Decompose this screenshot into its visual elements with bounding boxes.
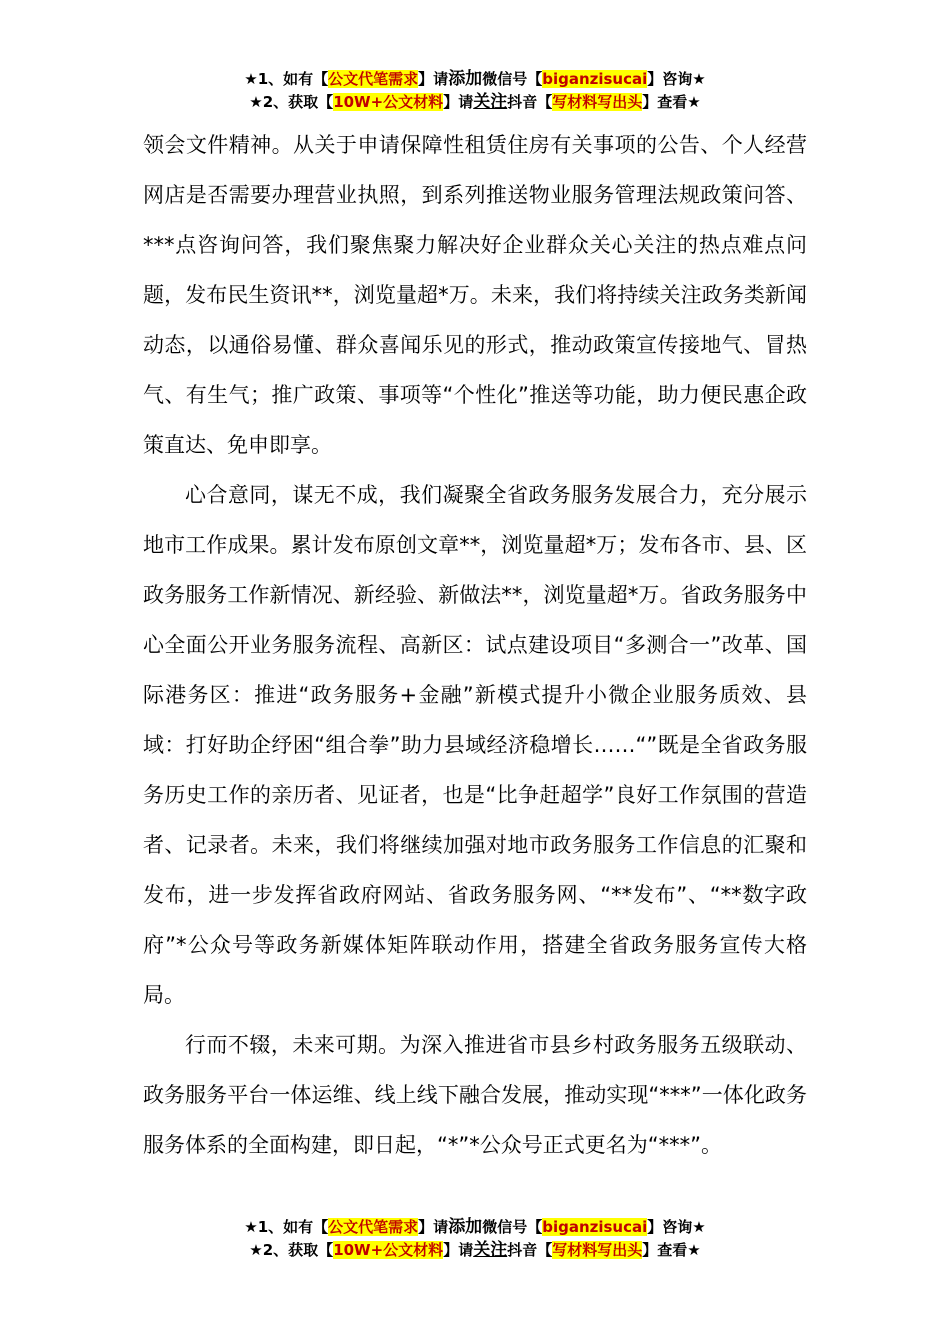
banner-text: 抖音【: [507, 1241, 553, 1259]
banner-line-1: [0, 1216, 950, 1239]
banner-line-1: [0, 68, 950, 91]
banner-wechat-id: biganzisucai: [542, 1218, 648, 1236]
banner-text: 】请: [443, 93, 474, 111]
header-banner: [0, 68, 950, 114]
paragraph-3: 行而不辍，未来可期。为深入推进省市县乡村政务服务五级联动、政务服务平台一体运维、线上线下融合发展，推动实现“***”一体化政务服务体系的全面构建，即日起，“*”*公众号正式更名为“***”。: [143, 1033, 807, 1157]
banner-wechat-id: biganzisucai: [542, 70, 648, 88]
banner-text: ★1、如有【: [244, 1218, 329, 1236]
banner-text: 】请: [418, 70, 449, 88]
banner-text: 】请: [418, 1218, 449, 1236]
banner-text: 】咨询★: [647, 1218, 706, 1236]
banner-text: ★2、获取【: [249, 93, 334, 111]
banner-douyin-id: 写材料写出头: [552, 1241, 643, 1259]
banner-text: 】查看★: [642, 93, 701, 111]
banner-text: 微信号【: [482, 70, 543, 88]
banner-emphasis: 关注: [473, 92, 508, 112]
banner-line-2: [0, 91, 950, 114]
footer-banner: [0, 1216, 950, 1262]
banner-text: 】查看★: [642, 1241, 701, 1259]
paragraph-2: 心合意同，谋无不成，我们凝聚全省政务服务发展合力，充分展示地市工作成果。累计发布原创文章**，浏览量超*万；发布各市、县、区政务服务工作新情况、新经验、新做法**，浏览量超*万。省政务服务中心全面公开业务服务流程、高新区：试点建设项目“多测合一”改革、国际港务区：推进“政务服务+金融”新模式提升小微企业服务质效、县域：打好助企纾困“组合拳”助力县域经济稳增长……“”既是全省政务服务历史工作的亲历者、见证者，也是“比争赶超学”良好工作氛围的营造者、记录者。未来，我们将继续加强对地市政务服务工作信息的汇聚和发布，进一步发挥省政府网站、省政务服务网、“**发布”、“**数字政府”*公众号等政务新媒体矩阵联动作用，搭建全省政务服务宣传大格局。: [143, 483, 807, 1007]
banner-text: 】请: [443, 1241, 474, 1259]
banner-highlight: 公文代笔需求: [328, 1218, 419, 1236]
banner-emphasis: 添加: [448, 1217, 483, 1237]
banner-highlight: 公文代笔需求: [328, 70, 419, 88]
banner-text: 微信号【: [482, 1218, 543, 1236]
banner-highlight: 10W+公文材料: [333, 1241, 444, 1259]
banner-emphasis: 关注: [473, 1240, 508, 1260]
banner-text: ★2、获取【: [249, 1241, 334, 1259]
banner-line-2: [0, 1239, 950, 1262]
document-body: [143, 120, 807, 1170]
banner-text: 】咨询★: [647, 70, 706, 88]
banner-douyin-id: 写材料写出头: [552, 93, 643, 111]
banner-highlight: 10W+公文材料: [333, 93, 444, 111]
banner-text: 抖音【: [507, 93, 553, 111]
banner-emphasis: 添加: [448, 69, 483, 89]
banner-text: ★1、如有【: [244, 70, 329, 88]
paragraph-1: 领会文件精神。从关于申请保障性租赁住房有关事项的公告、个人经营网店是否需要办理营业执照，到系列推送物业服务管理法规政策问答、***点咨询问答，我们聚焦聚力解决好企业群众关心关注的热点难点问题，发布民生资讯**，浏览量超*万。未来，我们将持续关注政务类新闻动态，以通俗易懂、群众喜闻乐见的形式，推动政策宣传接地气、冒热气、有生气；推广政策、事项等“个性化”推送等功能，助力便民惠企政策直达、免申即享。: [143, 133, 807, 457]
